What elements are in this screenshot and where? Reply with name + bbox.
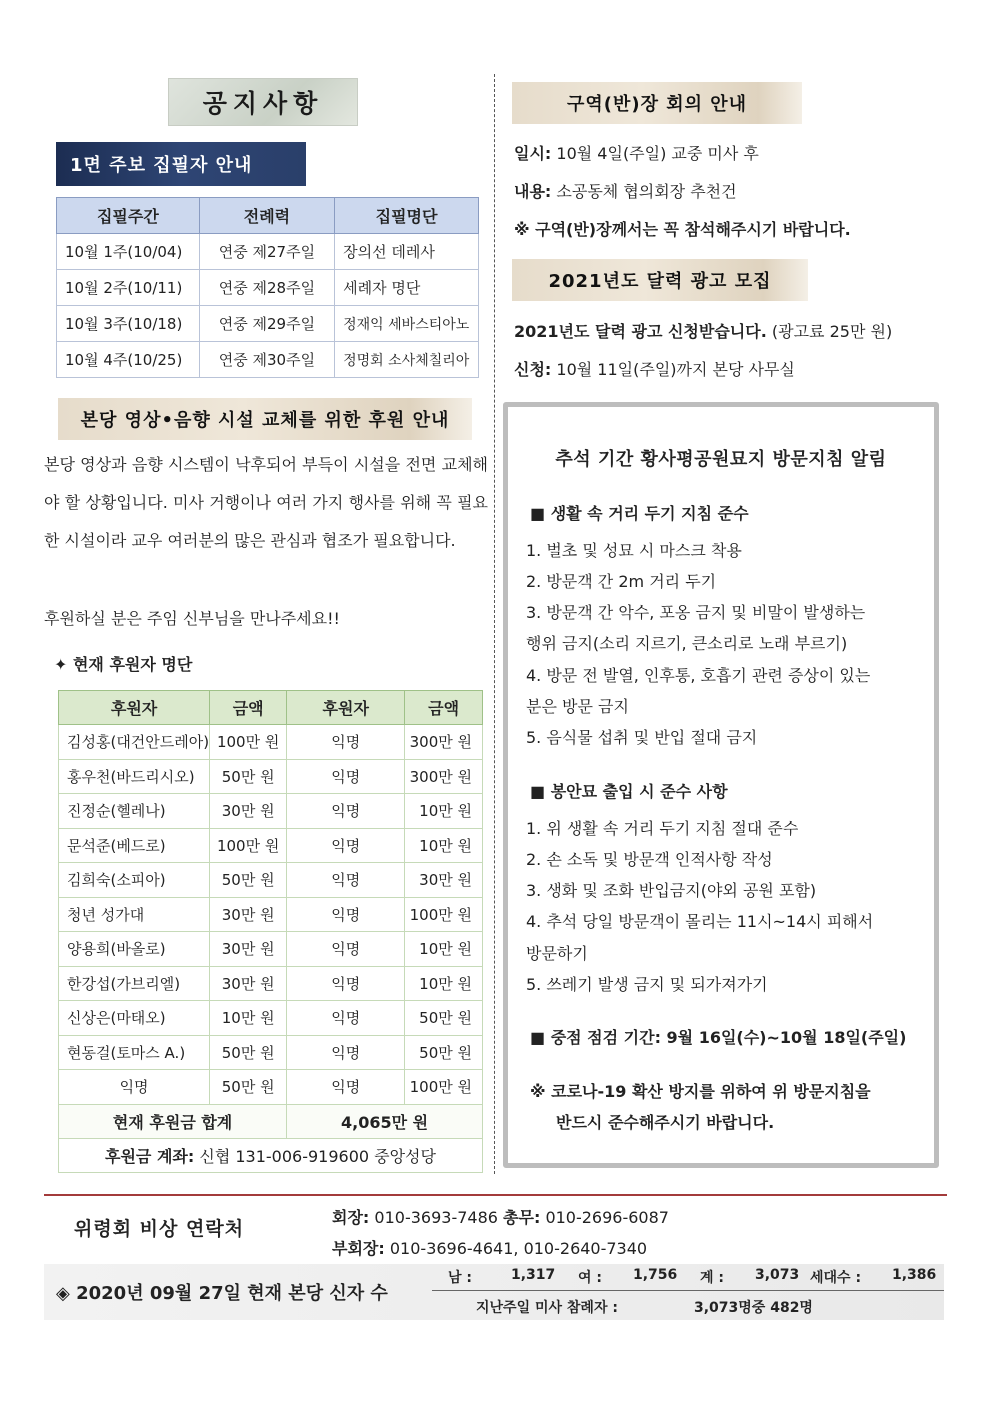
- list-item: 행위 금지(소리 지르기, 큰소리로 노래 부르기): [526, 634, 848, 653]
- writers-header: 1면 주보 집필자 안내: [56, 142, 306, 186]
- list-item: 4. 추석 당일 방문객이 몰리는 11시~14시 피해서: [526, 912, 874, 931]
- cell: 양용희(바올로): [59, 932, 210, 967]
- warning-line-2: 반드시 준수해주시기 바랍니다.: [556, 1113, 775, 1132]
- mass-label: 지난주일 미사 참례자 :: [476, 1300, 618, 1316]
- cell: 한강섭(가브리엘): [59, 966, 210, 1001]
- cell: 세례자 명단: [335, 270, 479, 306]
- cell: 김성홍(대건안드레아): [59, 725, 210, 760]
- account-label: 후원금 계좌:: [105, 1146, 195, 1166]
- writers-table: [56, 197, 479, 378]
- table-row: [59, 828, 483, 863]
- table-row: [57, 234, 479, 270]
- cell: 익명: [287, 863, 405, 898]
- footer-divider: [44, 1194, 947, 1196]
- cell: 홍우천(바드리시오): [59, 759, 210, 794]
- table-row: [59, 725, 483, 760]
- donors-table: [58, 690, 483, 1173]
- household-count: 1,386: [892, 1267, 937, 1283]
- table-row: [59, 863, 483, 898]
- donation-paragraph: 본당 영상과 음향 시스템이 낙후되어 부득이 시설을 전면 교체해야 할 상황입니다. 미사 거행이나 여러 가지 행사를 위해 꼭 필요한 시설이라 교우 여러분의 많은 관심과 협조가 필요합니다.: [44, 455, 488, 550]
- meeting-content-value: 소공동체 협의회장 추천건: [556, 182, 737, 201]
- cell: 30만 원: [210, 932, 287, 967]
- cell: 10만 원: [405, 828, 483, 863]
- cell: 10만 원: [405, 932, 483, 967]
- warning-line-1: ※ 코로나-19 확산 방지를 위하여 위 방문지침을: [530, 1082, 871, 1101]
- cell: 50만 원: [405, 1001, 483, 1036]
- female-label: 여 :: [578, 1270, 602, 1286]
- list-item: 1. 위 생활 속 거리 두기 지침 절대 준수: [526, 819, 799, 838]
- cell: 익명: [287, 932, 405, 967]
- total-label: 현재 후원금 합계: [59, 1104, 287, 1138]
- meeting-date-value: 10월 4일(주일) 교중 미사 후: [556, 144, 759, 163]
- total-count: 3,073: [755, 1267, 800, 1283]
- cell: 문석준(베드로): [59, 828, 210, 863]
- list-item: 3. 방문객 간 악수, 포옹 금지 및 비말이 발생하는: [526, 603, 866, 622]
- cell: 100만 원: [405, 897, 483, 932]
- page-title: 공지사항: [168, 78, 358, 126]
- cell: 익명: [287, 966, 405, 1001]
- cell: 50만 원: [210, 863, 287, 898]
- secretary-label: 총무:: [503, 1208, 541, 1227]
- cell: 연중 제27주일: [199, 234, 334, 270]
- list-item: 5. 음식물 섭취 및 반입 절대 금지: [526, 728, 758, 747]
- cell: 30만 원: [405, 863, 483, 898]
- total-row: [59, 1104, 483, 1138]
- list-item: 5. 쓰레기 발생 금지 및 되가져가기: [526, 975, 768, 994]
- section-tomb: ■ 봉안묘 출입 시 준수 사항: [530, 782, 728, 801]
- account-cell: [59, 1138, 483, 1172]
- male-label: 남 :: [448, 1270, 472, 1286]
- cell: 50만 원: [210, 1035, 287, 1070]
- cell: 300만 원: [405, 725, 483, 760]
- cell: 익명: [287, 1035, 405, 1070]
- donor-list-title: ✦ 현재 후원자 명단: [54, 655, 193, 674]
- list-item: 4. 방문 전 발열, 인후통, 호흡기 관련 증상이 있는: [526, 666, 871, 685]
- cell: 익명: [287, 725, 405, 760]
- total-value: 4,065만 원: [287, 1104, 483, 1138]
- donation-header: 본당 영상•음향 시설 교체를 위한 후원 안내: [58, 398, 472, 440]
- donation-contact-text: 후원하실 분은 주임 신부님을 만나주세요!!: [44, 609, 340, 628]
- column-divider: [494, 74, 495, 1174]
- cell: 정명회 소사체칠리아: [335, 342, 479, 378]
- calendar-line: [514, 319, 892, 342]
- table-row: [59, 966, 483, 1001]
- list-item: 2. 손 소독 및 방문객 인적사항 작성: [526, 850, 773, 869]
- contact-title: 위령회 비상 연락처: [74, 1218, 245, 1240]
- col-amount: 금액: [210, 691, 287, 725]
- cell: 10만 원: [405, 794, 483, 829]
- contact-line-2: [332, 1236, 647, 1259]
- cell: 50만 원: [210, 759, 287, 794]
- cell: 50만 원: [210, 1070, 287, 1105]
- cell: 30만 원: [210, 966, 287, 1001]
- cell: 30만 원: [210, 794, 287, 829]
- calendar-apply: [514, 357, 795, 380]
- cell: 진정순(헬레나): [59, 794, 210, 829]
- cell: 익명: [287, 1070, 405, 1105]
- table-row: [57, 306, 479, 342]
- secretary-phone: 010-2696-6087: [545, 1208, 669, 1227]
- cell: 100만 원: [210, 725, 287, 760]
- meeting-content-label: 내용:: [514, 182, 552, 201]
- cell: 익명: [287, 897, 405, 932]
- col-liturgy: 전례력: [199, 198, 334, 234]
- list-item: 2. 방문객 간 2m 거리 두기: [526, 572, 717, 591]
- table-row: [59, 794, 483, 829]
- household-label: 세대수 :: [810, 1270, 862, 1286]
- list-item: 분은 방문 금지: [526, 697, 629, 716]
- vice-chair-label: 부회장:: [332, 1239, 385, 1258]
- col-amount-2: 금액: [405, 691, 483, 725]
- table-row: [59, 897, 483, 932]
- calendar-apply-label: 신청:: [514, 360, 552, 379]
- census-title: ◈ 2020년 09월 27일 현재 본당 신자 수: [56, 1283, 388, 1304]
- cell: 100만 원: [405, 1070, 483, 1105]
- col-donor-2: 후원자: [287, 691, 405, 725]
- table-row: [57, 270, 479, 306]
- cell: 10만 원: [405, 966, 483, 1001]
- cell: 김희숙(소피아): [59, 863, 210, 898]
- col-writer: 집필명단: [335, 198, 479, 234]
- cell: 10월 3주(10/18): [57, 306, 200, 342]
- account-row: [59, 1138, 483, 1172]
- meeting-note: ※ 구역(반)장께서는 꼭 참석해주시기 바랍니다.: [514, 220, 851, 239]
- chair-phone: 010-3693-7486: [374, 1208, 498, 1227]
- cell: 50만 원: [405, 1035, 483, 1070]
- calendar-apply-value: 10월 11일(주일)까지 본당 사무실: [556, 360, 795, 379]
- cell: 연중 제29주일: [199, 306, 334, 342]
- section-distancing: ■ 생활 속 거리 두기 지침 준수: [530, 504, 749, 523]
- cell: 10월 2주(10/11): [57, 270, 200, 306]
- cell: 익명: [287, 759, 405, 794]
- visit-guideline-box: [503, 402, 939, 1168]
- cell: 연중 제28주일: [199, 270, 334, 306]
- cell: 10월 4주(10/25): [57, 342, 200, 378]
- table-row: [59, 932, 483, 967]
- col-week: 집필주간: [57, 198, 200, 234]
- cell: 정재익 세바스티아노: [335, 306, 479, 342]
- contact-line-1: [332, 1205, 669, 1228]
- cell: 10월 1주(10/04): [57, 234, 200, 270]
- table-row: [59, 1070, 483, 1105]
- cell: 300만 원: [405, 759, 483, 794]
- total-label: 계 :: [700, 1270, 724, 1286]
- cell: 30만 원: [210, 897, 287, 932]
- cell: 100만 원: [210, 828, 287, 863]
- cell: 신상은(마태오): [59, 1001, 210, 1036]
- cell: 연중 제30주일: [199, 342, 334, 378]
- meeting-date: [514, 141, 759, 164]
- cell: 현동걸(토마스 A.): [59, 1035, 210, 1070]
- table-row: [57, 342, 479, 378]
- cell: 10만 원: [210, 1001, 287, 1036]
- meeting-content: [514, 179, 737, 202]
- mass-value: 3,073명중 482명: [694, 1300, 813, 1316]
- stats-divider: [432, 1290, 944, 1291]
- col-donor: 후원자: [59, 691, 210, 725]
- account-value: 신협 131-006-919600 중앙성당: [199, 1146, 436, 1166]
- meeting-date-label: 일시:: [514, 144, 552, 163]
- female-count: 1,756: [633, 1267, 678, 1283]
- calendar-line-rest: (광고료 25만 원): [771, 322, 893, 341]
- notice-title: 추석 기간 황사평공원묘지 방문지침 알림: [555, 449, 887, 470]
- table-row: [59, 1001, 483, 1036]
- calendar-header: 2021년도 달력 광고 모집: [512, 259, 808, 301]
- table-row: [59, 759, 483, 794]
- list-item: 1. 벌초 및 성묘 시 마스크 착용: [526, 541, 742, 560]
- list-item: 방문하기: [526, 944, 588, 963]
- cell: 장의선 데레사: [335, 234, 479, 270]
- chair-label: 회장:: [332, 1208, 370, 1227]
- cell: 익명: [287, 1001, 405, 1036]
- cell: 익명: [287, 794, 405, 829]
- vice-chair-phones: 010-3696-4641, 010-2640-7340: [389, 1239, 648, 1258]
- table-row: [59, 1035, 483, 1070]
- cell: 익명: [287, 828, 405, 863]
- meeting-header: 구역(반)장 회의 안내: [512, 82, 802, 124]
- section-inspection: ■ 중점 점검 기간: 9월 16일(수)~10월 18일(주일): [530, 1028, 907, 1047]
- cell: 청년 성가대: [59, 897, 210, 932]
- calendar-line-bold: 2021년도 달력 광고 신청받습니다.: [514, 322, 767, 341]
- male-count: 1,317: [511, 1267, 556, 1283]
- list-item: 3. 생화 및 조화 반입금지(야외 공원 포함): [526, 881, 817, 900]
- cell: 익명: [59, 1070, 210, 1105]
